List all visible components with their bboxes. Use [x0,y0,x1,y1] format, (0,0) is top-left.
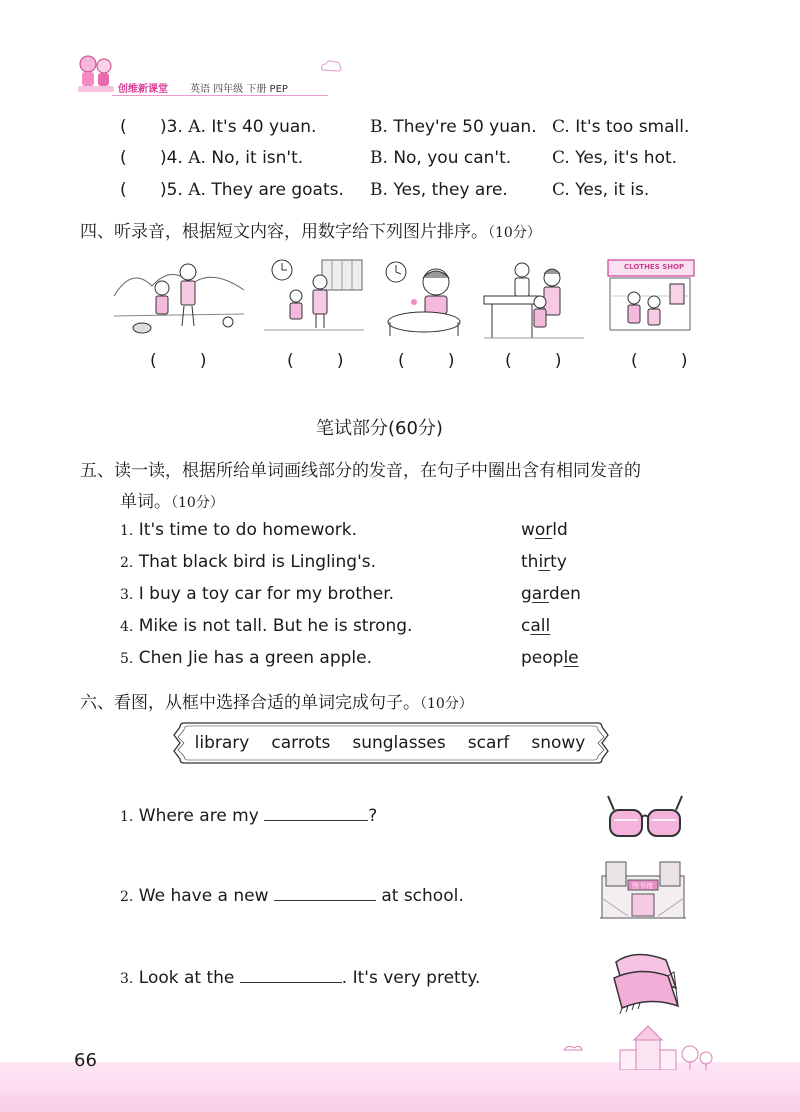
phonics-word: world [521,520,568,540]
written-part-title: 笔试部分(60分) [316,418,443,439]
library-building-icon [598,858,688,924]
phonics-row: 1. It's time to do homework. [120,520,357,540]
section-6-title: 六、看图，从框中选择合适的单词完成句子。（10分） [80,693,473,713]
answer-paren: ( [120,180,127,200]
mcq-number: )4. A. No, it isn't. [160,148,304,168]
word-library: library [194,733,250,753]
word-snowy: snowy [531,733,586,753]
fill-sentence-2: 2. We have a new at school. [120,886,464,906]
phonics-word: thirty [521,552,567,572]
fill-sentence-1: 1. Where are my ? [120,806,378,826]
answer-blank: ( ) [287,351,344,371]
section-4-title: 四、听录音，根据短文内容，用数字给下列图片排序。（10分） [80,222,541,242]
word-scarf: scarf [467,733,510,753]
castle-decoration-icon [560,1026,720,1070]
picture-counter-icon [482,256,586,340]
mcq-number: )5. A. They are goats. [160,180,344,200]
phonics-word: call [521,616,551,636]
phonics-row: 5. Chen Jie has a green apple. [120,648,373,668]
scarf-icon [606,948,684,1020]
phonics-row: 2. That black bird is Lingling's. [120,552,377,572]
answer-line [240,968,342,983]
mcq-option-b: B. No, you can't. [370,148,512,168]
library-sign: 图书馆 [632,882,653,890]
section-5-title: 五、读一读，根据所给单词画线部分的发音，在句子中圈出含有相同发音的 [80,461,641,481]
clothes-shop-sign: CLOTHES SHOP [624,263,685,271]
mcq-option-b: B. They're 50 yuan. [370,117,537,137]
answer-line [274,886,376,901]
picture-clock-girls-icon [262,256,366,334]
phonics-word: garden [521,584,581,604]
answer-blank: ( ) [150,351,207,371]
mcq-option-c: C. Yes, it's hot. [552,148,678,168]
mcq-number: )3. A. It's 40 yuan. [160,117,317,137]
picture-breakfast-icon [380,256,464,340]
phonics-row: 3. I buy a toy car for my brother. [120,584,395,604]
section-5-title-cont: 单词。（10分） [120,492,224,512]
answer-blank: ( ) [505,351,562,371]
phonics-row: 4. Mike is not tall. But he is strong. [120,616,413,636]
phonics-word: people [521,648,579,668]
answer-paren: ( [120,117,127,137]
header-brand: 创维新课堂 [118,84,168,95]
word-carrots: carrots [271,733,331,753]
cloud-icon [318,58,344,74]
mcq-option-c: C. Yes, it is. [552,180,650,200]
header-subtitle: 英语 四年级 下册 PEP [190,84,288,95]
picture-park-icon [112,256,246,334]
word-sunglasses: sunglasses [352,733,446,753]
word-bank [176,724,604,762]
page-number: 66 [74,1050,97,1071]
answer-blank: ( ) [631,351,688,371]
answer-paren: ( [120,148,127,168]
mcq-option-c: C. It's too small. [552,117,690,137]
answer-blank: ( ) [398,351,455,371]
fill-sentence-3: 3. Look at the . It's very pretty. [120,968,481,988]
answer-line [264,806,368,821]
sunglasses-icon [604,790,686,846]
mcq-option-b: B. Yes, they are. [370,180,508,200]
